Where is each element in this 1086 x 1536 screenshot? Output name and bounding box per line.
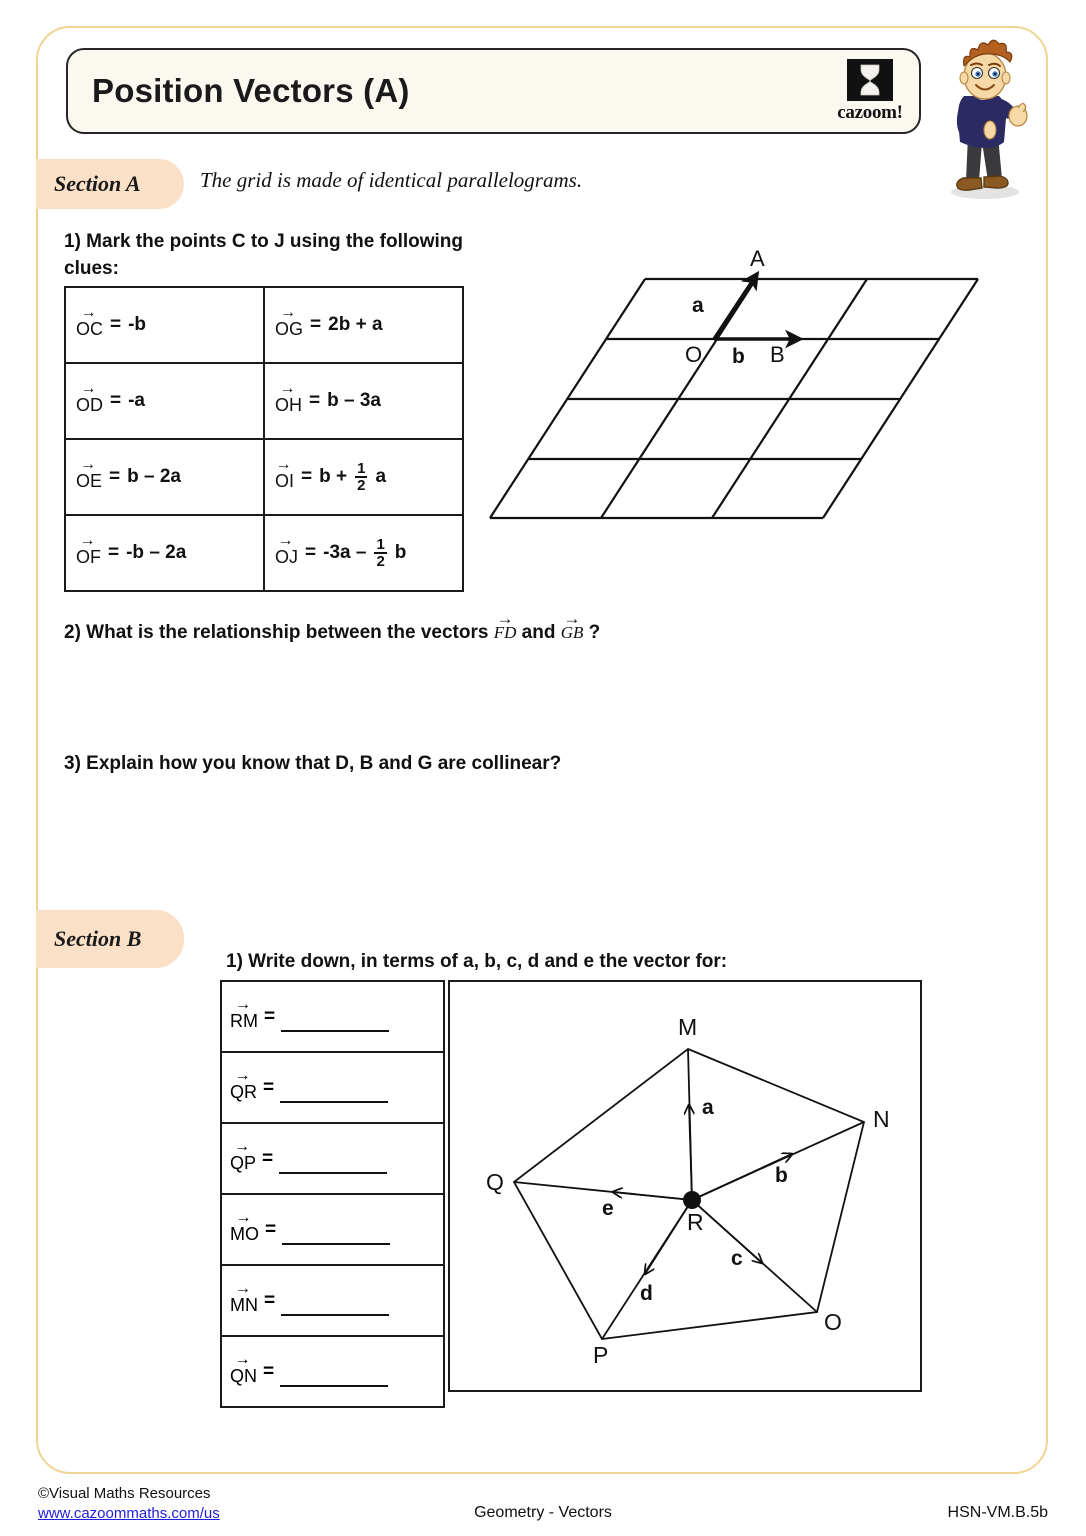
clue-expression: 2b + a bbox=[328, 314, 383, 335]
equals-sign: = bbox=[263, 1360, 275, 1382]
poly-label-vector-c: c bbox=[731, 1247, 743, 1270]
table-row bbox=[65, 439, 463, 515]
grid-label-vector-a: a bbox=[692, 294, 704, 317]
vector-gb: → GB bbox=[560, 609, 584, 642]
equals-sign: = bbox=[263, 1076, 275, 1098]
vector-fd: → FD bbox=[493, 609, 517, 642]
mascot-illustration bbox=[930, 32, 1036, 202]
clue-expression-pre: -3a – bbox=[323, 542, 367, 563]
section-a-pill bbox=[36, 159, 184, 209]
answer-cell-qn bbox=[221, 1336, 444, 1407]
answer-blank-rm[interactable] bbox=[281, 1010, 389, 1032]
vector-label: → OI bbox=[275, 456, 295, 491]
equals-sign: = bbox=[301, 466, 313, 487]
question-a2 bbox=[64, 609, 784, 646]
vector-label: → QN bbox=[230, 1350, 257, 1386]
vector-label: → QR bbox=[230, 1066, 257, 1102]
vector-label: → OD bbox=[76, 380, 103, 415]
question-b1: 1) Write down, in terms of a, b, c, d and e the vector for: bbox=[226, 951, 728, 972]
footer-standard-code: HSN-VM.B.5b bbox=[947, 1504, 1048, 1521]
grid-label-B: B bbox=[770, 342, 785, 367]
table-row bbox=[65, 287, 463, 363]
equals-sign: = bbox=[262, 1147, 274, 1169]
section-b-pill bbox=[36, 910, 184, 968]
poly-label-O: O bbox=[824, 1309, 842, 1335]
footer-copyright: ©Visual Maths Resources bbox=[38, 1485, 211, 1502]
vector-label: → MO bbox=[230, 1208, 259, 1244]
answer-cell-mn bbox=[221, 1265, 444, 1336]
vector-label: → MN bbox=[230, 1279, 258, 1315]
grid-label-vector-b: b bbox=[732, 345, 745, 368]
vector-label: → OC bbox=[76, 304, 103, 339]
cazoom-hourglass-icon bbox=[847, 59, 893, 101]
clue-expression-post: b bbox=[394, 542, 407, 563]
answer-blank-mo[interactable] bbox=[282, 1223, 390, 1245]
answer-blank-qn[interactable] bbox=[280, 1365, 388, 1387]
poly-label-vector-d: d bbox=[640, 1282, 653, 1305]
clue-cell-oj bbox=[264, 515, 463, 591]
section-b-answer-table bbox=[220, 980, 445, 1408]
answer-cell-rm bbox=[221, 981, 444, 1052]
question-a2-mid: and bbox=[521, 622, 556, 643]
cazoom-logo bbox=[820, 52, 920, 130]
answer-cell-mo bbox=[221, 1194, 444, 1265]
clue-expression: -b bbox=[128, 314, 147, 335]
vector-label: → OH bbox=[275, 380, 302, 415]
equals-sign: = bbox=[310, 314, 322, 335]
equals-sign: = bbox=[265, 1218, 277, 1240]
vector-label: → OG bbox=[275, 304, 304, 339]
poly-label-R: R bbox=[687, 1209, 704, 1235]
poly-label-vector-e: e bbox=[602, 1197, 614, 1220]
poly-label-vector-b: b bbox=[775, 1164, 788, 1187]
question-a2-suffix: ? bbox=[588, 622, 601, 643]
table-row bbox=[221, 1265, 444, 1336]
equals-sign: = bbox=[108, 542, 120, 563]
clue-expression-pre: b + bbox=[319, 466, 348, 487]
section-b-label: Section B bbox=[54, 926, 142, 951]
equals-sign: = bbox=[110, 390, 122, 411]
page-footer bbox=[0, 1484, 1086, 1536]
clue-expression: b – 3a bbox=[327, 390, 381, 411]
section-a-note: The grid is made of identical parallelograms. bbox=[200, 168, 583, 192]
poly-label-M: M bbox=[678, 1014, 698, 1040]
question-a1: 1) Mark the points C to J using the following clues: bbox=[64, 231, 463, 279]
section-a-label: Section A bbox=[54, 171, 141, 196]
answer-blank-qr[interactable] bbox=[280, 1081, 388, 1103]
page-title: Position Vectors (A) bbox=[92, 72, 410, 109]
cazoom-wordmark: cazoom! bbox=[837, 101, 903, 123]
answer-cell-qp bbox=[221, 1123, 444, 1194]
clue-expression: b – 2a bbox=[127, 466, 181, 487]
footer-topic: Geometry - Vectors bbox=[474, 1504, 612, 1521]
section-a-clues-table bbox=[64, 286, 464, 592]
question-a2-prefix: 2) What is the relationship between the vectors bbox=[64, 622, 489, 643]
clue-expression: -a bbox=[128, 390, 146, 411]
worksheet-title-box bbox=[66, 48, 921, 134]
grid-label-O: O bbox=[685, 342, 703, 367]
vector-label: → QP bbox=[230, 1137, 257, 1173]
answer-blank-qp[interactable] bbox=[279, 1152, 387, 1174]
center-node-r bbox=[683, 1191, 701, 1209]
poly-label-Q: Q bbox=[486, 1169, 504, 1195]
clue-cell-oi bbox=[264, 439, 463, 515]
fraction-one-half: $\frac{1}{2}$ bbox=[376, 536, 385, 570]
vector-label: → OF bbox=[76, 532, 101, 567]
vector-label: → OE bbox=[76, 456, 103, 491]
vector-label: → RM bbox=[230, 995, 258, 1031]
clue-cell-oh bbox=[264, 363, 463, 439]
equals-sign: = bbox=[305, 542, 317, 563]
table-row bbox=[221, 1123, 444, 1194]
table-row bbox=[221, 981, 444, 1052]
poly-label-vector-a: a bbox=[702, 1096, 714, 1119]
equals-sign: = bbox=[309, 390, 321, 411]
table-row bbox=[221, 1052, 444, 1123]
grid-label-A: A bbox=[750, 250, 765, 271]
question-a3: 3) Explain how you know that D, B and G are collinear? bbox=[64, 753, 562, 774]
clue-cell-od bbox=[65, 363, 264, 439]
clue-cell-oc bbox=[65, 287, 264, 363]
parallelogram-grid-diagram bbox=[470, 250, 1030, 550]
answer-cell-qr bbox=[221, 1052, 444, 1123]
table-row bbox=[65, 515, 463, 591]
equals-sign: = bbox=[109, 466, 121, 487]
poly-label-P: P bbox=[593, 1342, 609, 1368]
vector-label: → OJ bbox=[275, 532, 299, 567]
clue-expression-post: a bbox=[375, 466, 387, 487]
table-row bbox=[221, 1336, 444, 1407]
clue-cell-og bbox=[264, 287, 463, 363]
equals-sign: = bbox=[264, 1289, 276, 1311]
poly-label-N: N bbox=[873, 1106, 890, 1132]
footer-website-link[interactable]: www.cazoommaths.com/us bbox=[38, 1505, 220, 1522]
clue-cell-of bbox=[65, 515, 264, 591]
pentagon-vector-diagram bbox=[448, 980, 922, 1392]
clue-expression: -b – 2a bbox=[126, 542, 187, 563]
table-row bbox=[65, 363, 463, 439]
fraction-one-half: $\frac{1}{2}$ bbox=[357, 460, 366, 494]
clue-cell-oe bbox=[65, 439, 264, 515]
answer-blank-mn[interactable] bbox=[281, 1294, 389, 1316]
equals-sign: = bbox=[264, 1005, 276, 1027]
equals-sign: = bbox=[110, 314, 122, 335]
table-row bbox=[221, 1194, 444, 1265]
